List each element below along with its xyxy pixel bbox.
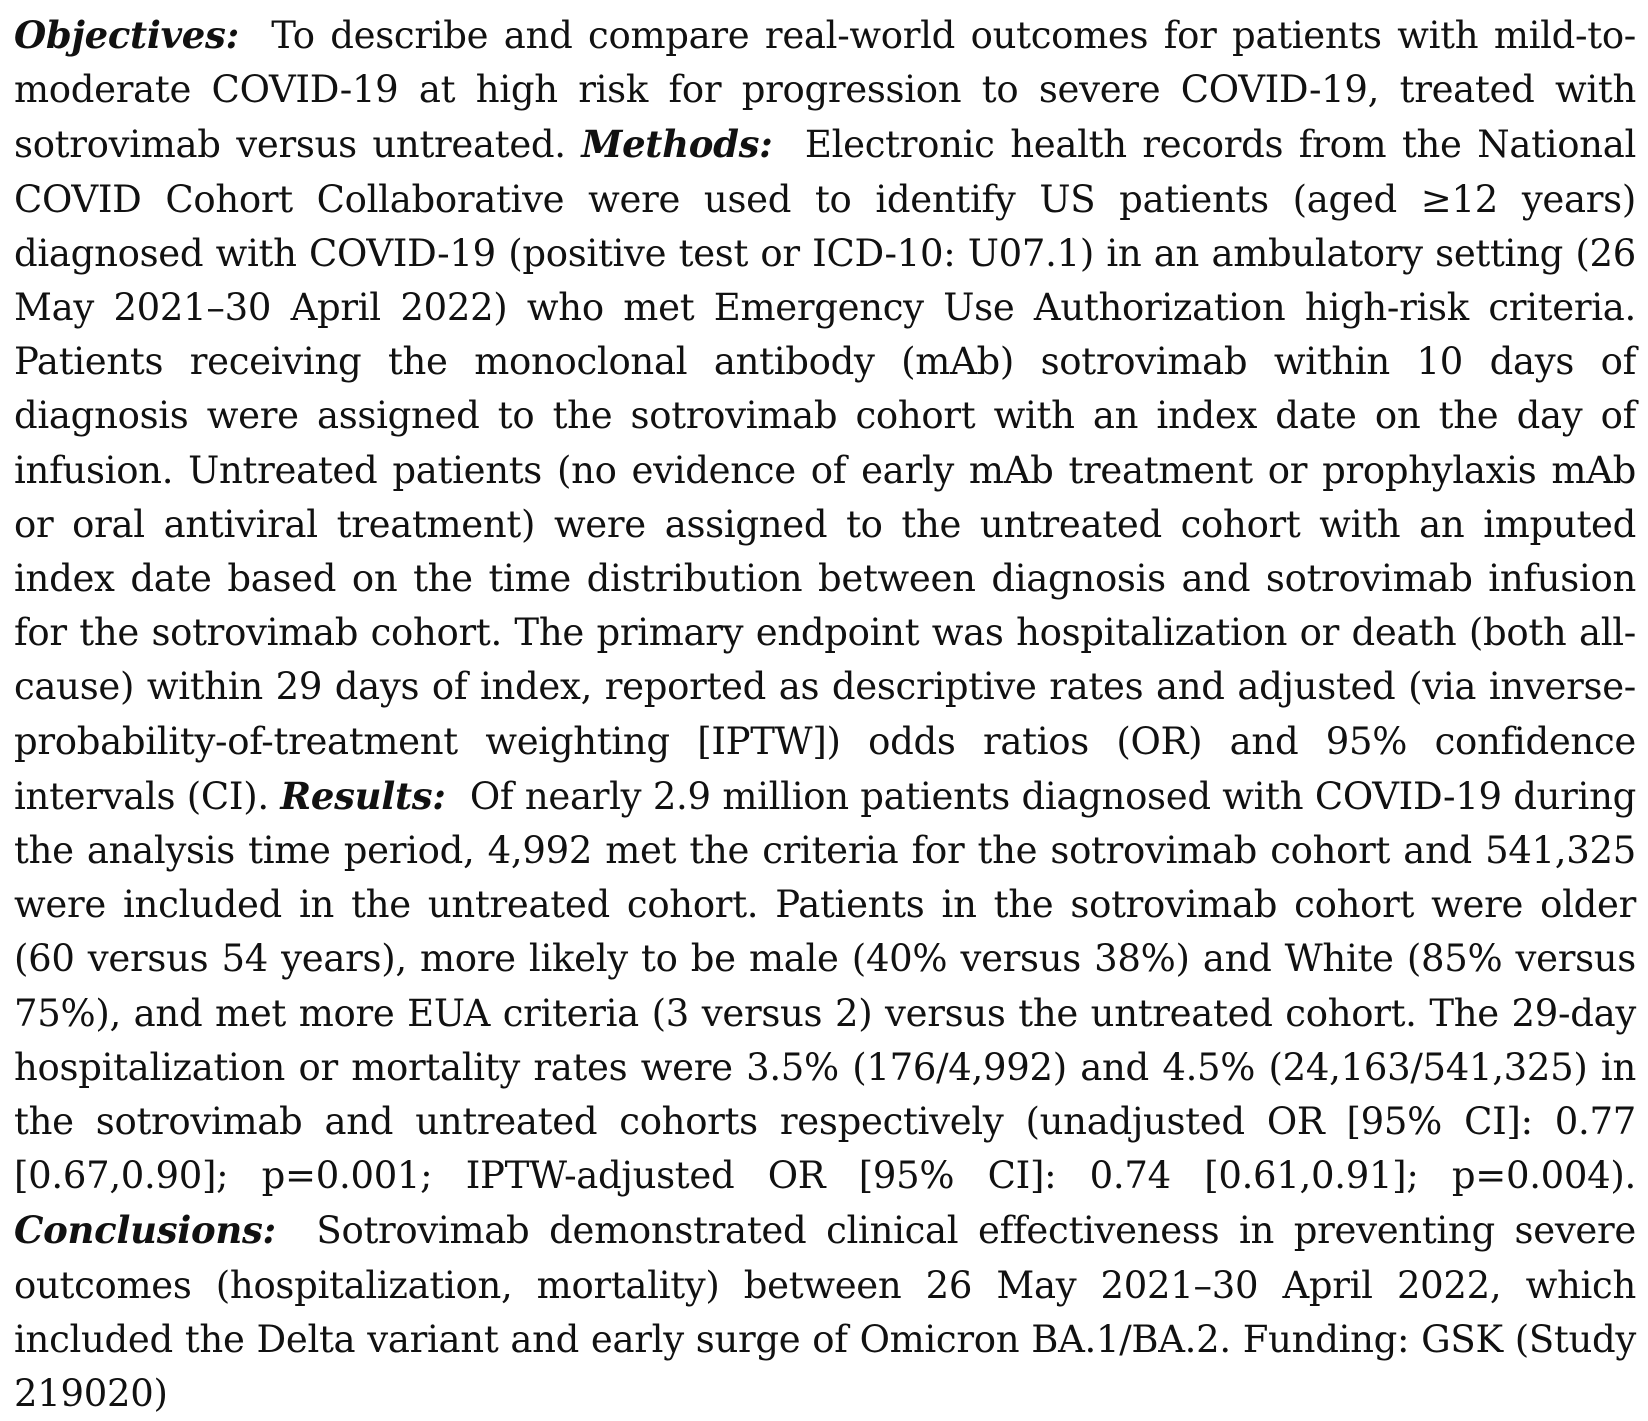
objectives-text: To describe and compare real-world outcomes for patients with mild-to-moderate COVID-19 at high risk for progression to severe COVID-19, treated with sotrovimab versus untreated. (14, 14, 1637, 167)
results-text: Of nearly 2.9 million patients diagnosed with COVID-19 during the analysis time period, 4,992 met the criteria for the sotrovimab cohort and 541,325 were included in the untreated cohort. Patients in the sotrovimab cohort were older (60 versus 54 years), more likely to be male (40% versus 38%) and White (85% versus 75%), and met more EUA criteria (3 versus 2) versus the untreated cohort. The 29-day hospitalization or mortality rates were 3.5% (176/4,992) and 4.5% (24,163/541,325) in the sotrovimab and untreated cohorts respectively (unadjusted OR [95% CI]: 0.77 [0.67,0.90]; p=0.001; IPTW-adjusted OR [95% CI]: 0.74 [0.61,0.91]; p=0.004). (14, 774, 1636, 1198)
conclusions-heading: Conclusions: (14, 1208, 297, 1253)
objectives-heading: Objectives: (14, 13, 256, 57)
results-heading: Results: (280, 773, 459, 818)
conclusions-text: Sotrovimab demonstrated clinical effectiveness in preventing severe outcomes (hospitalization, mortality) between 26 May 2021–30 April 2022, which included the Delta variant and early surge of Omicron BA.1/BA.2. Funding: GSK (Study 219020) (14, 1209, 1637, 1416)
abstract-body (14, 8, 1636, 1421)
methods-text: Electronic health records from the National COVID Cohort Collaborative were used to identify US patients (aged ≥12 years) diagnosed with COVID-19 (positive test or ICD-10: U07.1) in an ambulatory setting (26 May 2021–30 April 2022) who met Emergency Use Authorization high-risk criteria. Patients receiving the monoclonal antibody (mAb) sotrovimab within 10 days of diagnosis were assigned to the sotrovimab cohort with an index date on the day of infusion. Untreated patients (no evidence of early mAb treatment or prophylaxis mAb or oral antiviral treatment) were assigned to the untreated cohort with an imputed index date based on the time distribution between diagnosis and sotrovimab infusion for the sotrovimab cohort. The primary endpoint was hospitalization or death (both all-cause) within 29 days of index, reported as descriptive rates and adjusted (via inverse-probability-of-treatment weighting [IPTW]) odds ratios (OR) and 95% confidence intervals (CI). (14, 123, 1636, 818)
methods-heading: Methods: (581, 122, 790, 167)
